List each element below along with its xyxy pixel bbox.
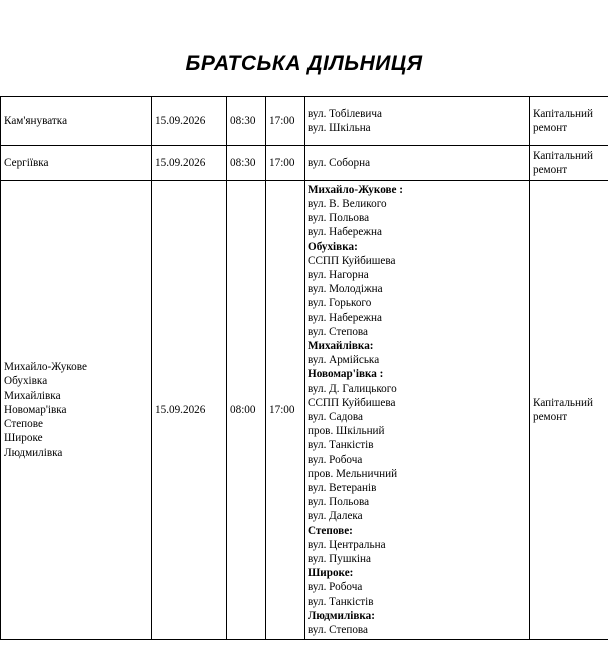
locality-cell <box>1 146 152 181</box>
street-name: вул. Робоча <box>308 581 363 594</box>
locality-name: Кам'януватка <box>4 114 68 127</box>
street-name: вул. Степова <box>308 624 369 637</box>
street-name: вул. Д. Галицького <box>308 382 397 395</box>
work-type-cell <box>530 97 608 146</box>
locality-name: Михайлівка <box>4 389 61 402</box>
locality-name: Новомар'івка <box>4 403 67 416</box>
street-name: вул. Армійська <box>308 354 380 367</box>
locality-name: Людмилівка <box>4 446 63 459</box>
street-name: вул. В. Великого <box>308 197 387 210</box>
streets-cell <box>305 146 530 181</box>
page-title: БРАТСЬКА ДІЛЬНИЦЯ <box>185 52 423 75</box>
street-name: вул. Садова <box>308 411 363 423</box>
street-name: вул. Степова <box>308 325 369 338</box>
streets-cell <box>305 97 530 146</box>
village-heading: Михайлівка: <box>308 339 374 352</box>
street-name: вул. Польова <box>308 212 370 225</box>
village-heading: Широке: <box>308 567 354 580</box>
work-type-line: Капітальний <box>533 149 593 162</box>
street-name: вул. Нагорна <box>308 268 369 281</box>
street-name: вул. Тобілевича <box>308 107 382 120</box>
work-type-line: Капітальний <box>533 107 593 120</box>
locality-name: Сергіївка <box>4 156 49 169</box>
village-heading: Степове: <box>308 524 353 537</box>
time-to-cell: 17:00 <box>266 97 305 146</box>
work-type-line: ремонт <box>533 122 568 134</box>
street-name: вул. Далека <box>308 510 363 523</box>
table-row <box>1 146 608 181</box>
street-name: вул. Горького <box>308 297 372 310</box>
locality-name: Степове <box>4 418 43 431</box>
work-type-cell <box>530 181 608 640</box>
street-name: вул. Шкільна <box>308 122 371 134</box>
date-cell: 15.09.2026 <box>152 146 227 181</box>
village-heading: Михайло-Жукове : <box>308 183 404 196</box>
street-name: вул. Молодіжна <box>308 283 383 296</box>
date-cell: 15.09.2026 <box>152 97 227 146</box>
work-type-line: Капітальний <box>533 396 593 409</box>
street-name: пров. Шкільний <box>308 425 385 438</box>
street-name: вул. Центральна <box>308 538 386 551</box>
village-heading: Людмилівка: <box>308 609 375 622</box>
streets-cell <box>305 181 530 640</box>
street-name: вул. Робоча <box>308 453 363 466</box>
time-from-cell: 08:00 <box>227 181 266 640</box>
work-type-line: ремонт <box>533 411 568 423</box>
street-name: вул. Танкістів <box>308 595 374 608</box>
time-from-cell: 08:30 <box>227 146 266 181</box>
work-type-line: ремонт <box>533 164 568 176</box>
street-name: вул. Соборна <box>308 156 371 169</box>
time-to-cell: 17:00 <box>266 181 305 640</box>
street-name: ССПП Куйбишева <box>308 254 396 267</box>
table-row <box>1 97 608 146</box>
locality-name: Широке <box>4 432 43 445</box>
date-cell: 15.09.2026 <box>152 181 227 640</box>
street-name: вул. Польова <box>308 496 370 509</box>
time-to-cell: 17:00 <box>266 146 305 181</box>
street-name: вул. Набережна <box>308 311 382 324</box>
outage-schedule-table <box>0 96 608 640</box>
street-name: пров. Мельничний <box>308 467 398 480</box>
work-type-cell <box>530 146 608 181</box>
street-name: ССПП Куйбишева <box>308 396 396 409</box>
street-name: вул. Пушкіна <box>308 553 371 566</box>
street-name: вул. Ветеранів <box>308 482 377 495</box>
locality-name: Обухівка <box>4 375 48 388</box>
village-heading: Обухівка: <box>308 240 358 253</box>
locality-cell <box>1 181 152 640</box>
table-row <box>1 181 608 640</box>
street-name: вул. Танкістів <box>308 439 374 452</box>
locality-name: Михайло-Жукове <box>4 361 87 374</box>
time-from-cell: 08:30 <box>227 97 266 146</box>
street-name: вул. Набережна <box>308 226 382 239</box>
village-heading: Новомар'івка : <box>308 368 384 381</box>
locality-cell <box>1 97 152 146</box>
